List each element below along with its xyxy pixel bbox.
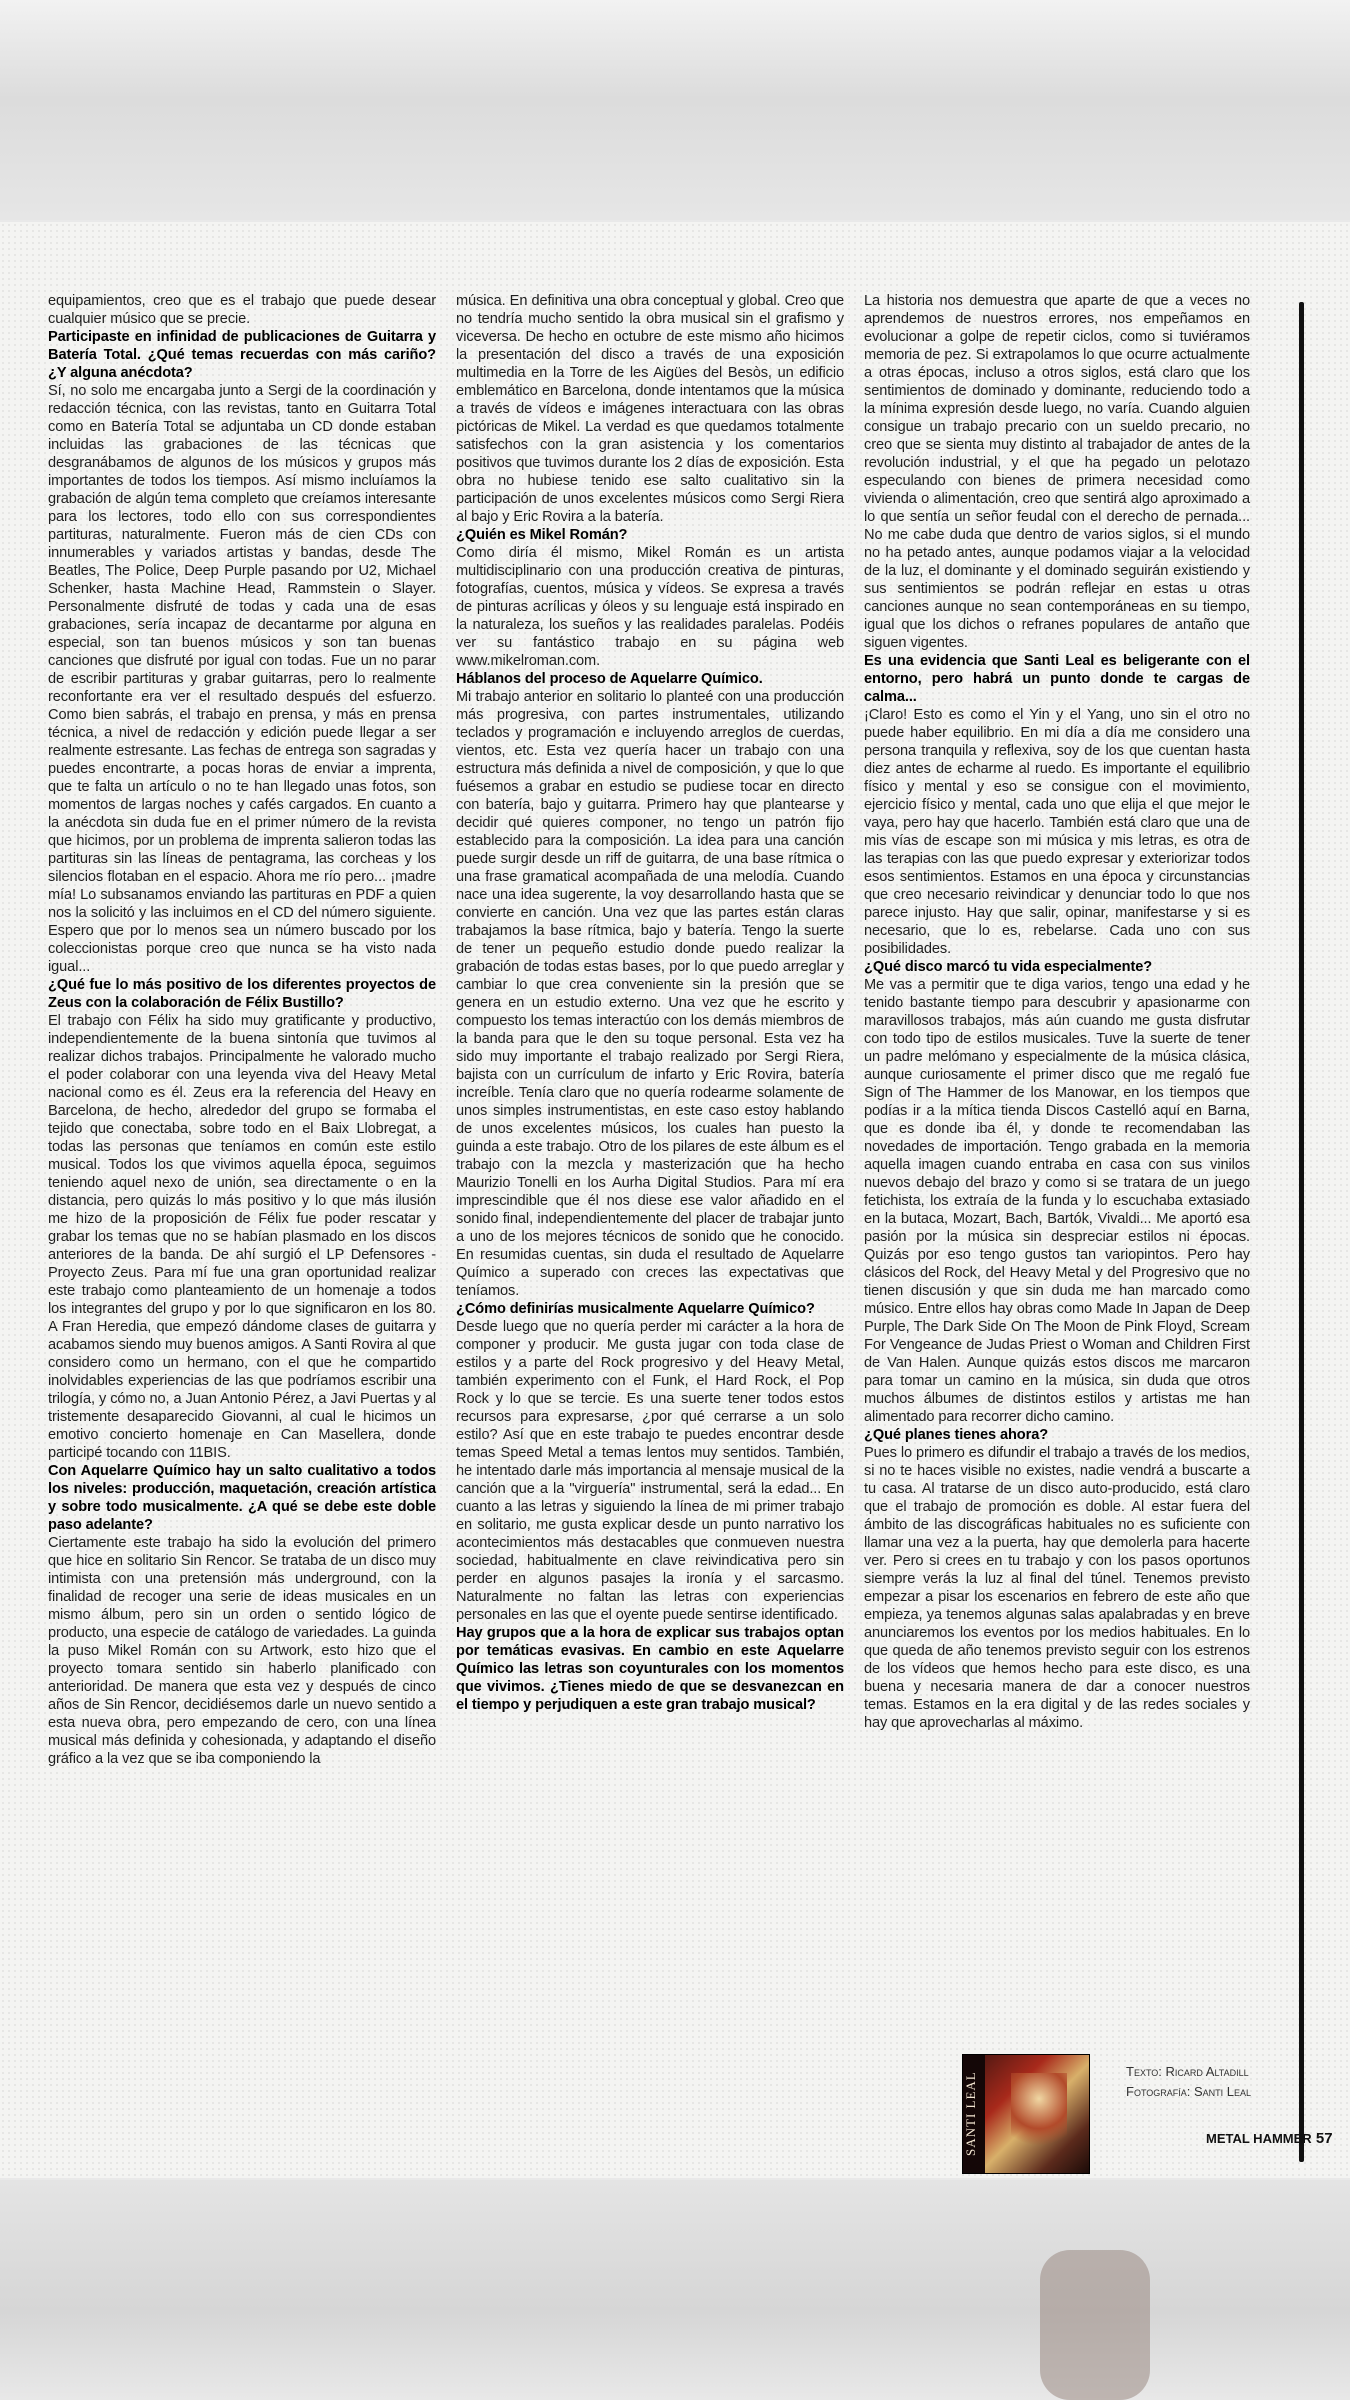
interview-question: ¿Qué disco marcó tu vida especialmente?: [864, 959, 1153, 975]
article-column-2: [456, 292, 844, 1714]
album-cover-image: [962, 2054, 1090, 2174]
interview-question: ¿Qué planes tienes ahora?: [864, 1427, 1049, 1443]
interview-answer: Pues lo primero es difundir el trabajo a través de los medios, si no te haces visible no existes, nadie vendrá a buscarte a tu casa. Al tratarse de un disco auto-producido, está claro que el trabajo de promoción es doble. Al estar fuera del ámbito de las discográficas habituales no es suficiente con llamar una vez a la puerta, hay que demolerla para hacerte ver. Pero si crees en tu trabajo y con los pasos oportunos siempre verás la luz al final del túnel. Tenemos previsto empezar a pisar los escenarios en febrero de este año que empieza, ya tenemos algunas salas apalabradas y en breve anunciaremos los eventos por los medios habituales. En lo que queda de año tenemos previsto seguir con los estrenos de los vídeos que hemos hecho para este disco, es una buena y necesaria manera de dar a conocer nuestros temas. Estamos en la era digital y de las redes sociales y hay que aprovecharlas al máximo.: [864, 1445, 1250, 1731]
interview-question: Participaste en infinidad de publicaciones de Guitarra y Batería Total. ¿Qué temas recuerdas con más cariño? ¿Y alguna anécdota?: [48, 329, 436, 381]
blurred-bottom-background: [0, 2180, 1350, 2400]
magazine-page: [0, 222, 1350, 2178]
article-credits: [1126, 2062, 1276, 2102]
interview-answer: Me vas a permitir que te diga varios, tengo una edad y he tenido bastante tiempo para descubrir y apasionarme con maravillosos trabajos, más aún cuando me gusta disfrutar con todo tipo de estilos musicales. Tuve la suerte de tener un padre melómano y especialmente de la música clásica, aunque curiosamente el primer disco que me regaló fue Sign of The Hammer de los Manowar, en los tiempos que podías ir a la mítica tienda Discos Castelló aquí en Barna, que es donde iba él, y donde te recomendaban las novedades de importación. Tengo grabada en la memoria aquella imagen cuando entraba en casa con sus vinilos nuevos debajo del brazo y como si se tratara de un juego fetichista, los extraía de la funda y lo escuchaba extasiado en la butaca, Mozart, Bach, Bartók, Vivaldi... Me aportó esa pasión por la música sin despreciar estilos ni épocas. Quizás por eso tengo gustos tan variopintos. Pero hay clásicos del Rock, del Heavy Metal y del Progresivo que no tienen discusión y que sin duda me han marcado como músico. Entre ellos hay obras como Made In Japan de Deep Purple, The Dark Side On The Moon de Pink Floyd, Scream For Vengeance de Judas Priest o Woman and Children First de Van Halen. Aunque quizás estos discos me marcaron para tomar un camino en la música, sin duda que otros muchos álbumes de distintos estilos y artistas me han alimentado para recorrer dicho camino.: [864, 977, 1250, 1425]
interview-answer: equipamientos, creo que es el trabajo que puede desear cualquier músico que se precie.: [48, 293, 436, 327]
interview-answer: Ciertamente este trabajo ha sido la evolución del primero que hice en solitario Sin Rencor. Se trataba de un disco muy intimista con una pretensión más underground, con la finalidad de recoger una serie de ideas musicales en un mismo álbum, pero sin un orden o sentido lógico de producto, una especie de catálogo de variedades. La guinda la puso Mikel Román con su Artwork, esto hizo que el proyecto tomara sentido sin haberlo planificado con anterioridad. De manera que esta vez y después de cinco años de Sin Rencor, decidiésemos darle un nuevo sentido a esta nueva obra, pero empezando de cero, con una línea musical más definida y cohesionada, y adaptando el diseño gráfico a la vez que se iba componiendo la: [48, 1535, 436, 1767]
interview-answer: La historia nos demuestra que aparte de que a veces no aprendemos de nuestros errores, nos empeñamos en evolucionar a golpe de repetir ciclos, como si tuviéramos memoria de pez. Si extrapolamos lo que ocurre actualmente a otras épocas, incluso a otros siglos, está claro que los sentimientos de dominado y dominante, reduciendo todo a la mínima expresión desde luego, no varía. Cuando alguien consigue un trabajo precario con un sueldo precario, no creo que se sienta muy distinto al trabajador de antes de la revolución industrial, y el que ha pegado un pelotazo especulando con bienes de primera necesidad como vivienda o alimentación, creo que sentirá algo aproximado a lo que sentía un señor feudal con el derecho de pernada... No me cabe duda que dentro de varios siglos, si el mundo no ha petado antes, aunque podamos viajar a la velocidad de la luz, el dominante y el dominado seguirán existiendo y sus sentimientos se podrán reflejar en estas u otras canciones aunque no sean contemporáneas en su tiempo, igual que los dichos o refranes populares de antaño que siguen vigentes.: [864, 293, 1250, 651]
interview-question: Es una evidencia que Santi Leal es beligerante con el entorno, pero habrá un punto donde te cargas de calma...: [864, 653, 1250, 705]
decorative-right-rule: [1299, 302, 1304, 2162]
blurred-top-background: [0, 0, 1350, 220]
interview-answer: Desde luego que no quería perder mi carácter a la hora de componer y producir. Me gusta jugar con toda clase de estilos y a parte del Rock progresivo y del Heavy Metal, también experimento con el Funk, el Hard Rock, el Pop Rock y lo que se tercie. Es una suerte tener todos estos recursos para expresarse, ¿por qué cerrarse a un solo estilo? Así que en este trabajo te puedes encontrar desde temas Speed Metal a temas lentos muy sentidos. También, he intentado darle más importancia al mensaje musical de la canción que a la "virguería" instrumental, será la edad... En cuanto a las letras y siguiendo la línea de mi primer trabajo en solitario, me gusta explicar desde un punto narrativo los acontecimientos más destacables que conmueven nuestra sociedad, habitualmente en clave reivindicativa pero sin perder en algunos pasajes la ironía y el sarcasmo. Naturalmente no faltan las letras con experiencias personales en las que el oyente puede sentirse identificado.: [456, 1319, 844, 1623]
page-footer: [1206, 2130, 1333, 2147]
credit-text-author: Texto: Ricard Altadill: [1126, 2064, 1249, 2079]
article-column-3: [864, 292, 1250, 1732]
interview-answer: música. En definitiva una obra conceptual y global. Creo que no tendría mucho sentido la obra musical sin el grafismo y viceversa. De hecho en octubre de este mismo año hicimos la presentación del disco a través de una exposición multimedia en la Torre de les Aigües del Besòs, un edificio emblemático en Barcelona, donde intentamos que la música a través de vídeos e imágenes interactuara con las obras pictóricas de Mikel. La verdad es que quedamos totalmente satisfechos con la gran asistencia y los comentarios positivos que tuvimos durante los 2 días de exposición. Esta obra no hubiese tenido ese salto cualitativo sin la participación de unos excelentes músicos como Sergi Riera al bajo y Eric Rovira a la batería.: [456, 293, 844, 525]
interview-question: Hay grupos que a la hora de explicar sus trabajos optan por temáticas evasivas. En cambio en este Aquelarre Químico las letras son coyunturales con los momentos que vivimos. ¿Tienes miedo de que se desvanezcan en el tiempo y perjudiquen a este gran trabajo musical?: [456, 1625, 844, 1713]
interview-question: ¿Quién es Mikel Román?: [456, 527, 628, 543]
cover-artist-name: SANTI LEAL: [963, 2071, 978, 2157]
page-number: 57: [1315, 2130, 1333, 2147]
interview-question: Háblanos del proceso de Aquelarre Químico.: [456, 671, 763, 687]
magazine-name: METAL HAMMER: [1206, 2131, 1312, 2146]
interview-answer: ¡Claro! Esto es como el Yin y el Yang, uno sin el otro no puede haber equilibrio. En mi día a día me considero una persona tranquila y reflexiva, soy de los que cuentan hasta diez antes de echarme al ruedo. Es importante el equilibrio físico y mental y eso se consigue con el movimiento, ejercicio físico y mental, cada uno que elija el que mejor le vaya, pero hay que hacerlo. También está claro que una de mis vías de escape son mi música y mis letras, es otra de las terapias con las que puedo expresar y exteriorizar todos esos sentimientos. Estamos en una época y circunstancias que creo necesario reivindicar y denunciar todo lo que nos parece injusto. Hay que salir, opinar, manifestarse y si es necesario, que lo es, rebelarse. Cada uno con sus posibilidades.: [864, 707, 1250, 957]
article-column-1: [48, 292, 436, 1768]
credit-photo-author: Fotografía: Santi Leal: [1126, 2084, 1252, 2099]
interview-answer: Sí, no solo me encargaba junto a Sergi de la coordinación y redacción técnica, con las revistas, tanto en Guitarra Total como en Batería Total se adjuntaba un CD donde estaban incluidas las grabaciones de las técnicas que desgranábamos de algunos de los músicos y grupos más importantes de todos los tiempos. Así mismo incluíamos la grabación de algún tema completo que creíamos interesante para los lectores, todo ello con sus correspondientes partituras, naturalmente. Fueron más de cien CDs con innumerables y variados artistas y bandas, desde The Beatles, The Police, Deep Purple pasando por U2, Michael Schenker, hasta Machine Head, Rammstein o Slayer. Personalmente disfruté de todas y cada una de esas grabaciones, sería incapaz de decantarme por alguna en especial, son tan buenos músicos y son tan buenas canciones que disfruté por igual con todas. Fue un no parar de escribir partituras y grabar guitarras, pero lo realmente reconfortante era ver el resultado después del esfuerzo. Como bien sabrás, el trabajo en prensa, y más en prensa técnica, a nivel de redacción y edición puede llegar a ser realmente estresante. Las fechas de entrega son sagradas y puedes encontrarte, a pocas horas de enviar a imprenta, que te falta un artículo o no te han llegado unas fotos, son momentos de largas noches y cafés cargados. En cuanto a la anécdota sin duda fue en el primer número de la revista que hicimos, por un problema de imprenta salieron todas las partituras sin las líneas de pentagrama, las corcheas y los silencios flotaban en el espacio. Ahora me río pero... ¡madre mía! Lo subsanamos enviando las partituras en PDF a quien nos la solicitó y las incluimos en el CD del número siguiente. Espero que por lo menos sea un número buscado por los coleccionistas porque creo que nunca se ha visto nada igual...: [48, 383, 436, 975]
interview-answer: Mi trabajo anterior en solitario lo planteé con una producción más progresiva, con partes instrumentales, utilizando teclados y programación e incluyendo arreglos de cuerdas, vientos, etc. Esta vez quería hacer un trabajo con una estructura más definida a nivel de composición, y que lo que fuésemos a grabar en estudio se pudiese tocar en directo con batería, bajo y guitarra. Primero hay que plantearse y decidir qué quieres componer, no tengo un patrón fijo establecido para la composición. La idea para una canción puede surgir desde un riff de guitarra, de una base rítmica o una frase gramatical acompañada de una melodía. Cuando nace una idea sugerente, la voy desarrollando hasta que se convierte en canción. Una vez que las partes están claras trabajamos la base rítmica, bajo y batería. Tengo la suerte de tener un pequeño estudio donde puedo realizar la grabación de todas estas bases, por lo que puedo arreglar y cambiar lo que crea conveniente sin la presión que se genera en un estudio externo. Una vez que he escrito y compuesto los temas interactúo con los demás miembros de la banda para que le den su toque personal. Esta vez ha sido muy importante el trabajo realizado por Sergi Riera, bajista con un currículum de infarto y Eric Rovira, batería increíble. Tenía claro que no quería rodearme solamente de unos simples instrumentistas, en este caso estoy hablando de unos excelentes músicos, los cuales han puesto la guinda a este trabajo. Otro de los pilares de este álbum es el trabajo con la mezcla y masterización que ha hecho Maurizio Tonelli en los Aurha Digital Studios. Para mí era imprescindible que él nos diese ese valor añadido en el sonido final, independientemente del placer de trabajar junto a uno de los mejores técnicos de sonido que he conocido. En resumidas cuentas, sin duda el resultado de Aquelarre Químico a superado con creces las expectativas que teníamos.: [456, 689, 844, 1299]
interview-answer: Como diría él mismo, Mikel Román es un artista multidisciplinario con una producción creativa de pinturas, fotografías, cuentos, música y vídeos. Se expresa a través de pinturas acrílicas y óleos y su lenguaje está inspirado en la naturaleza, los sueños y las realidades paralelas. Podéis ver su fantástico trabajo en su página web www.mikelroman.com.: [456, 545, 844, 669]
interview-question: ¿Cómo definirías musicalmente Aquelarre Químico?: [456, 1301, 815, 1317]
interview-question: ¿Qué fue lo más positivo de los diferentes proyectos de Zeus con la colaboración de Félix Bustillo?: [48, 977, 436, 1011]
interview-question: Con Aquelarre Químico hay un salto cualitativo a todos los niveles: producción, maquetación, creación artística y sobre todo musicalmente. ¿A qué se debe este doble paso adelante?: [48, 1463, 436, 1533]
interview-answer: El trabajo con Félix ha sido muy gratificante y productivo, independientemente de la buena sintonía que tuvimos al realizar dichos trabajos. Principalmente he valorado mucho el poder colaborar con una leyenda viva del Heavy Metal nacional como es él. Zeus era la referencia del Heavy en Barcelona, de hecho, alrededor del grupo se formaba el tejido que conectaba, sobre todo en el Baix Llobregat, a todas las personas que teníamos en común este estilo musical. Todos los que vivimos aquella época, seguimos teniendo aquel nexo de unión, sea directamente o en la distancia, pero quizás lo más positivo y lo que más ilusión me hizo de la proposición de Félix fue poder rescatar y grabar los temas que no se habían plasmado en los discos anteriores de la banda. De ahí surgió el LP Defensores - Proyecto Zeus. Para mí fue una gran oportunidad realizar este trabajo como planteamiento de un homenaje a todos los integrantes del grupo y por lo que significaron en los 80. A Fran Heredia, que empezó dándome clases de guitarra y acabamos siendo muy buenos amigos. A Santi Rovira al que considero como un hermano, con el que he compartido inolvidables experiencias de las que podríamos escribir una trilogía, y cómo no, a Juan Antonio Pérez, a Javi Puertas y al tristemente desaparecido Giovanni, al cual le hicimos un emotivo concierto homenaje en Can Masellera, donde participé tocando con 11BIS.: [48, 1013, 436, 1461]
blurred-shape: [1040, 2250, 1150, 2400]
cover-artwork: [1011, 2073, 1067, 2159]
